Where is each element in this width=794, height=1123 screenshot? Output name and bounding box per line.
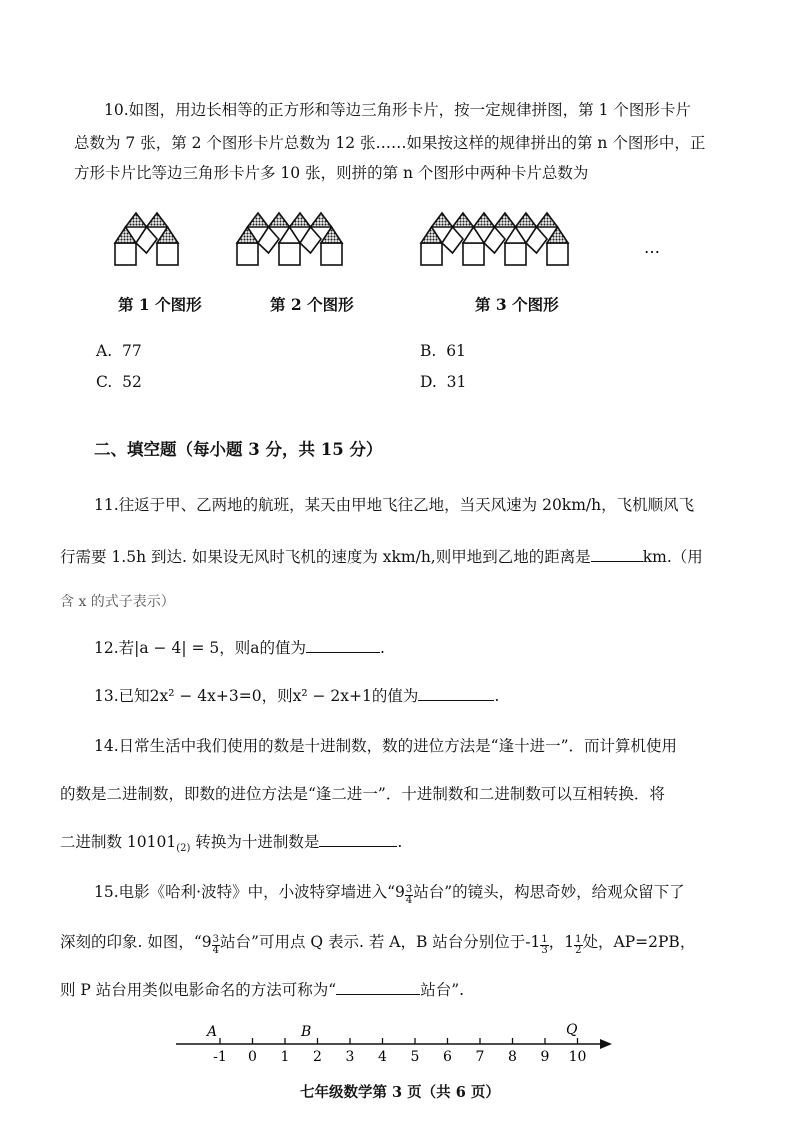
square-card-3-0 [421,243,442,265]
top-triangle-b-3-0 [453,213,474,227]
top-triangle-b-2-0 [269,213,290,227]
q10-line1: 10.如图，用边长相等的正方形和等边三角形卡片，按一定规律拼图，第 1 个图形卡片 [104,101,691,119]
mixed-fraction: $\frac{3}{4}$ [405,884,413,906]
square-card-1-1 [157,243,178,265]
number-line-label: 10 [568,1049,587,1065]
tilted-square-3-2 [526,227,547,253]
square-card-1-0 [115,243,136,265]
q12-answer-blank[interactable] [306,638,380,653]
q15-line3: 则 P 站台用类似电影命名的方法可称为“ 站台”. [60,981,465,999]
top-triangle-b-3-1 [495,213,516,227]
top-triangle-b-1-0 [147,213,168,227]
square-card-2-2 [321,243,342,265]
tilted-square-2-0 [258,227,279,253]
fig3-label: 第 3 个图形 [475,295,559,314]
q11-line2: 行需要 1.5h 到达. 如果设无风时飞机的速度为 xkm/h,则甲地到乙地的距离是 km.（用 [60,548,703,566]
tilted-square-2-1 [300,227,321,253]
q11-answer-blank[interactable] [591,547,643,562]
tilted-square-3-1 [484,227,505,253]
triangle-card-1-1 [157,227,178,243]
q14-line1: 14.日常生活中我们使用的数是十进制数，数的进位方法是“逢十进一”．而计算机使用 [94,737,678,755]
number-line-label: 9 [540,1049,550,1065]
fig1-label: 第 1 个图形 [118,295,202,314]
fig2-label: 第 2 个图形 [270,295,354,314]
square-card-3-2 [505,243,526,265]
q10-line2: 总数为 7 张，第 2 个图形卡片总数为 12 张……如果按这样的规律拼出的第 n 个图形中，正 [74,134,706,152]
option-a[interactable]: A. 77 [96,342,142,360]
top-triangle-3-2 [516,213,537,227]
q14-answer-blank[interactable] [319,832,397,847]
number-line-label: 1 [280,1049,290,1065]
number-line-label: 8 [508,1049,517,1065]
number-line-label: 4 [378,1049,387,1065]
top-triangle-2-1 [290,213,311,227]
point-a-label: A [207,1024,218,1040]
square-card-2-1 [279,243,300,265]
number-line-label: 3 [345,1049,355,1065]
square-card-3-3 [547,243,568,265]
triangle-card-3-1 [463,227,484,243]
page-footer: 七年级数学第 3 页（共 6 页） [300,1084,500,1101]
top-triangle-3-0 [432,213,453,227]
tilted-square-3-0 [442,227,463,253]
number-line-label: 7 [475,1049,485,1065]
q13-answer-blank[interactable] [418,686,494,701]
triangle-card-1-0 [115,227,136,243]
number-line-label: 2 [313,1049,322,1065]
tilted-square-1-0 [136,227,157,253]
q10-line3: 方形卡片比等边三角形卡片多 10 张，则拼的第 n 个图形中两种卡片总数为 [74,164,589,182]
q10-ellipsis: … [644,238,660,257]
triangle-card-3-2 [505,227,526,243]
triangle-card-3-3 [547,227,568,243]
option-d[interactable]: D. 31 [420,373,467,391]
triangle-card-2-0 [237,227,258,243]
section-heading: 二、填空题（每小题 3 分，共 15 分） [94,440,383,459]
top-triangle-b-2-1 [311,213,332,227]
q10-figure [0,205,794,305]
option-b[interactable]: B. 61 [420,342,466,360]
top-triangle-b-3-2 [537,213,558,227]
point-b-label: B [301,1024,312,1040]
q11-line1: 11.往返于甲、乙两地的航班，某天由甲地飞往乙地，当天风速为 20km/h，飞机顺风飞 [94,496,695,514]
q11-line3: 含 x 的式子表示） [60,594,175,610]
q15-line1: 15.电影《哈利·波特》中，小波特穿墙进入“9 $\frac{3}{4}$ 站台”的镜头，构思奇妙，给观众留下了 [94,883,685,906]
top-triangle-3-1 [474,213,495,227]
number-line-label: 5 [410,1049,420,1065]
top-triangle-1-0 [126,213,147,227]
q15-line2: 深刻的印象. 如图，“9 $\frac{3}{4}$ 站台”可用点 Q 表示. 若 A，B 站台分别位于-1 $\frac{1}{3}$ ，1 $\frac{1}{2}$ 处，AP=2PB， [60,933,696,956]
q13: 13.已知2x² − 4x+3=0，则x² − 2x+1的值为 . [94,687,500,705]
number-line-label: 6 [443,1049,452,1065]
number-line-label: -1 [213,1049,227,1065]
number-line [0,1020,794,1070]
triangle-card-3-0 [421,227,442,243]
q12: 12.若|a − 4| = 5，则a的值为 . [94,639,385,657]
option-c[interactable]: C. 52 [96,373,142,391]
q14-line2: 的数是二进制数，即数的进位方法是“逢二进一”．十进制数和二进制数可以互相转换．将 [60,785,665,803]
square-card-2-0 [237,243,258,265]
number-line-label: 0 [248,1049,257,1065]
top-triangle-2-0 [248,213,269,227]
square-card-3-1 [463,243,484,265]
q15-answer-blank[interactable] [336,980,420,995]
q14-line3: 二进制数 $10101_{(2)}$ 转换为十进制数是 . [60,833,403,855]
triangle-card-2-2 [321,227,342,243]
triangle-card-2-1 [279,227,300,243]
point-q-label: Q [566,1022,578,1038]
